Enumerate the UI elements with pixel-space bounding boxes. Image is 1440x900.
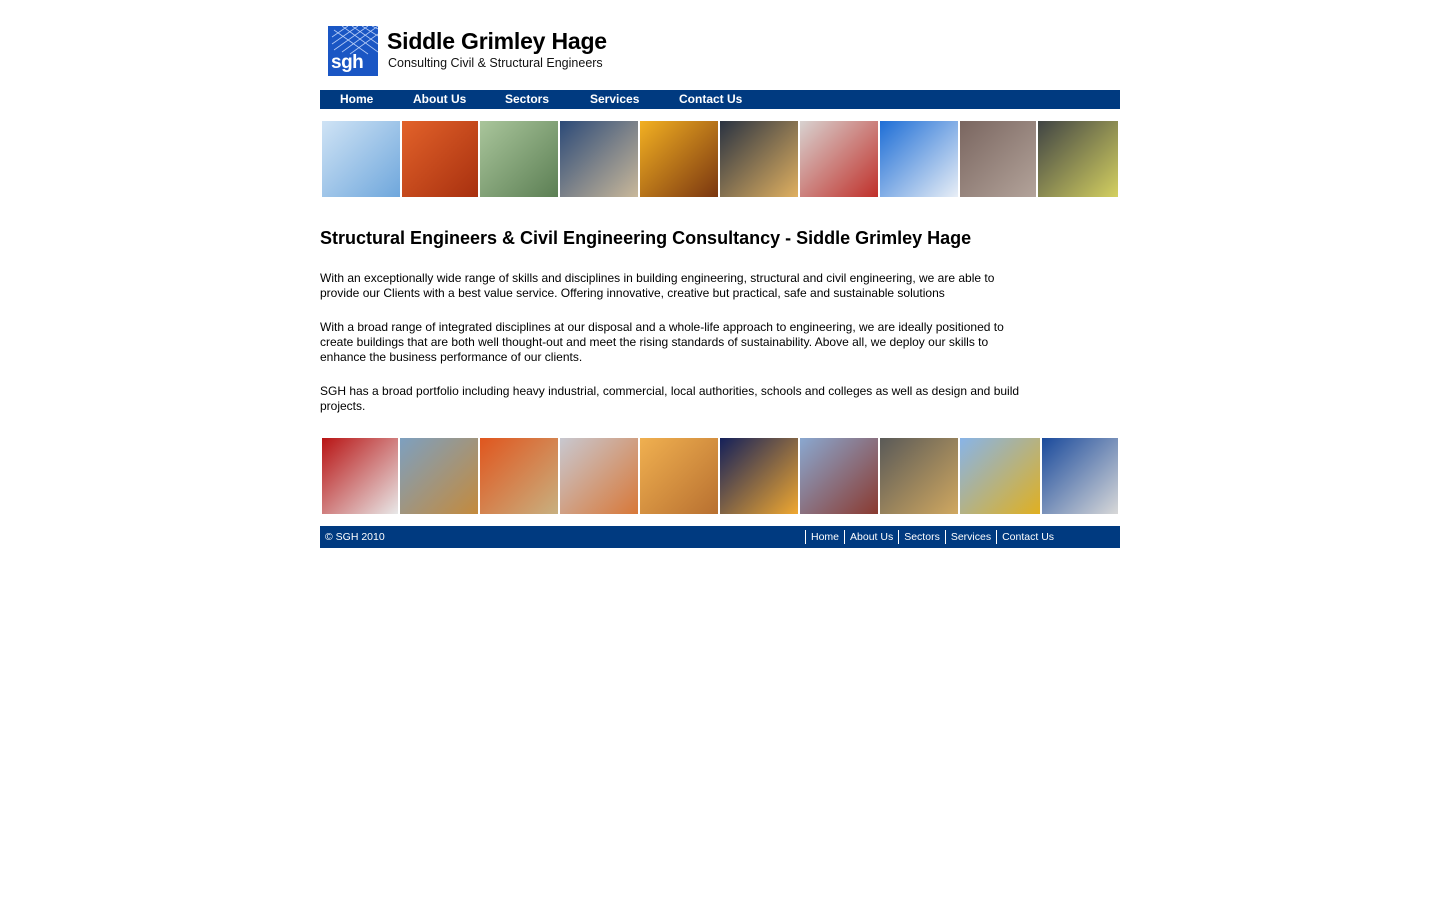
refinery-night-image: [720, 438, 798, 514]
stadium-seats-image: [480, 438, 558, 514]
intro-paragraph: With an exceptionally wide range of skills and disciplines in building engineering, structural and civil engineering, we are able to provide our Clients with a best value service. Offering innovative, creative but practical, safe and sustainable solutions: [320, 271, 995, 300]
footer-link-services[interactable]: Services: [945, 530, 996, 544]
water-glass-image: [322, 121, 400, 197]
timber-level-image: [640, 438, 718, 514]
nav-services[interactable]: Services: [590, 92, 640, 106]
footer-link-home[interactable]: Home: [805, 530, 844, 544]
main-content: [320, 228, 1030, 414]
loading-dock-image: [1038, 121, 1118, 197]
footer-links: [805, 530, 1059, 544]
top-image-strip: [322, 121, 1118, 197]
rebar-image: [880, 438, 958, 514]
company-tagline: Consulting Civil & Structural Engineers: [388, 56, 603, 70]
company-name: Siddle Grimley Hage: [387, 28, 607, 54]
steel-coils-image: [560, 438, 638, 514]
train-image: [800, 121, 878, 197]
logo-text: sgh: [331, 52, 364, 73]
smoke-stack-image: [880, 121, 958, 197]
water-tap-image: [480, 121, 558, 197]
nav-contact-us[interactable]: Contact Us: [679, 92, 743, 106]
theatre-seats-image: [402, 121, 478, 197]
tower-chimney-image: [560, 121, 638, 197]
chalkboard-image: [400, 438, 478, 514]
steel-beams-image: [800, 438, 878, 514]
nav-home[interactable]: Home: [340, 92, 374, 106]
steel-frame-image: [640, 121, 718, 197]
page-heading: Structural Engineers & Civil Engineering Consultancy - Siddle Grimley Hage: [320, 228, 972, 248]
excavator-image: [960, 438, 1040, 514]
red-cloth-image: [322, 438, 398, 514]
footer-link-contact-us[interactable]: Contact Us: [996, 530, 1059, 544]
highway-lights-image: [720, 121, 798, 197]
site-header: [320, 0, 1120, 88]
copyright-text: © SGH 2010: [325, 531, 385, 543]
footer-link-about-us[interactable]: About Us: [844, 530, 898, 544]
brick-building-image: [960, 121, 1036, 197]
nav-about-us[interactable]: About Us: [413, 92, 467, 106]
main-nav: [320, 90, 1120, 109]
bottom-image-strip: [322, 438, 1118, 514]
sgh-logo[interactable]: [328, 26, 378, 76]
site-footer: [320, 526, 1120, 548]
pipework-image: [1042, 438, 1118, 514]
approach-paragraph: With a broad range of integrated disciplines at our disposal and a whole-life approach to engineering, we are ideally positioned to create buildings that are both well thought-out and meet the rising standards of sustainability. Above all, we deploy our skills to enhance the business performance of our clients.: [320, 320, 1004, 364]
page-container: [320, 0, 1120, 543]
portfolio-paragraph: SGH has a broad portfolio including heavy industrial, commercial, local authorities, schools and colleges as well as design and build projects.: [320, 384, 1020, 413]
nav-sectors[interactable]: Sectors: [505, 92, 550, 106]
footer-link-sectors[interactable]: Sectors: [898, 530, 945, 544]
